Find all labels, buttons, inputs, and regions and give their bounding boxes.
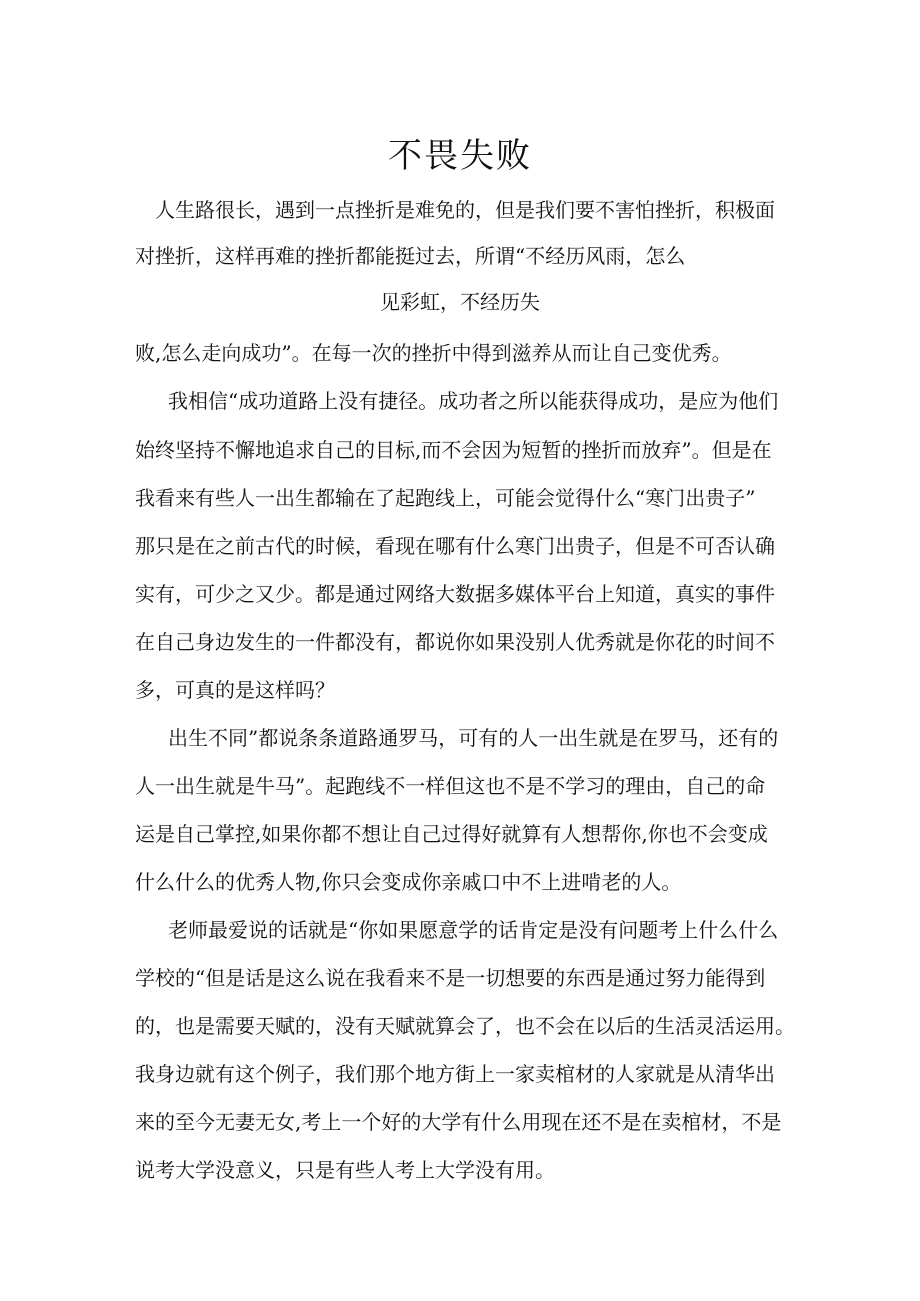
paragraph-2-line-4: 那只是在之前古代的时候，看现在哪有什么寒门出贵子，但是不可否认确 (135, 534, 775, 558)
paragraph-1-line-3: 见彩虹，不经历失 (380, 290, 540, 314)
paragraph-4-line-4: 我身边就有这个例子，我们那个地方街上一家卖棺材的人家就是从清华出 (135, 1062, 775, 1086)
paragraph-2-line-1: 我相信“成功道路上没有捷径。成功者之所以能获得成功，是应为他们 (168, 389, 779, 413)
paragraph-3-line-4: 什么什么的优秀人物,你只会变成你亲戚口中不上进啃老的人。 (135, 870, 682, 894)
paragraph-4-line-6: 说考大学没意义，只是有些人考上大学没有用。 (135, 1158, 555, 1182)
document-title: 不畏失败 (388, 136, 532, 176)
paragraph-3-line-2: 人一出生就是牛马”。起跑线不一样但这也不是不学习的理由，自己的命 (135, 774, 766, 798)
paragraph-2-line-7: 多，可真的是这样吗？ (135, 678, 335, 702)
paragraph-2-line-3: 我看来有些人一出生都输在了起跑线上，可能会觉得什么“寒门出贵子” (135, 486, 756, 510)
paragraph-3-line-1: 出生不同”都说条条道路通罗马，可有的人一出生就是在罗马，还有的 (168, 726, 779, 750)
paragraph-1-line-4: 败,怎么走向成功”。在每一次的挫折中得到滋养从而让自己变优秀。 (135, 341, 732, 365)
paragraph-2-line-6: 在自己身边发生的一件都没有，都说你如果没别人优秀就是你花的时间不 (135, 630, 775, 654)
paragraph-4-line-5: 来的至今无妻无女,考上一个好的大学有什么用现在还不是在卖棺材，不是 (135, 1110, 782, 1134)
paragraph-1-line-2: 对挫折，这样再难的挫折都能挺过去，所谓“不经历风雨，怎么 (135, 244, 686, 268)
paragraph-4-line-2: 学校的“但是话是这么说在我看来不是一切想要的东西是通过努力能得到 (135, 966, 766, 990)
paragraph-2-line-5: 实有，可少之又少。都是通过网络大数据多媒体平台上知道，真实的事件 (135, 582, 775, 606)
paragraph-4-line-3: 的，也是需要天赋的，没有天赋就算会了，也不会在以后的生活灵活运用。 (135, 1014, 795, 1038)
paragraph-2-line-2: 始终坚持不懈地追求自己的目标,而不会因为短暂的挫折而放弃”。但是在 (135, 438, 772, 462)
paragraph-3-line-3: 运是自己掌控,如果你都不想让自己过得好就算有人想帮你,你也不会变成 (135, 822, 768, 846)
paragraph-4-line-1: 老师最爱说的话就是“你如果愿意学的话肯定是没有问题考上什么什么 (168, 918, 779, 942)
paragraph-1-line-1: 人生路很长，遇到一点挫折是难免的，但是我们要不害怕挫折，积极面 (155, 198, 775, 222)
